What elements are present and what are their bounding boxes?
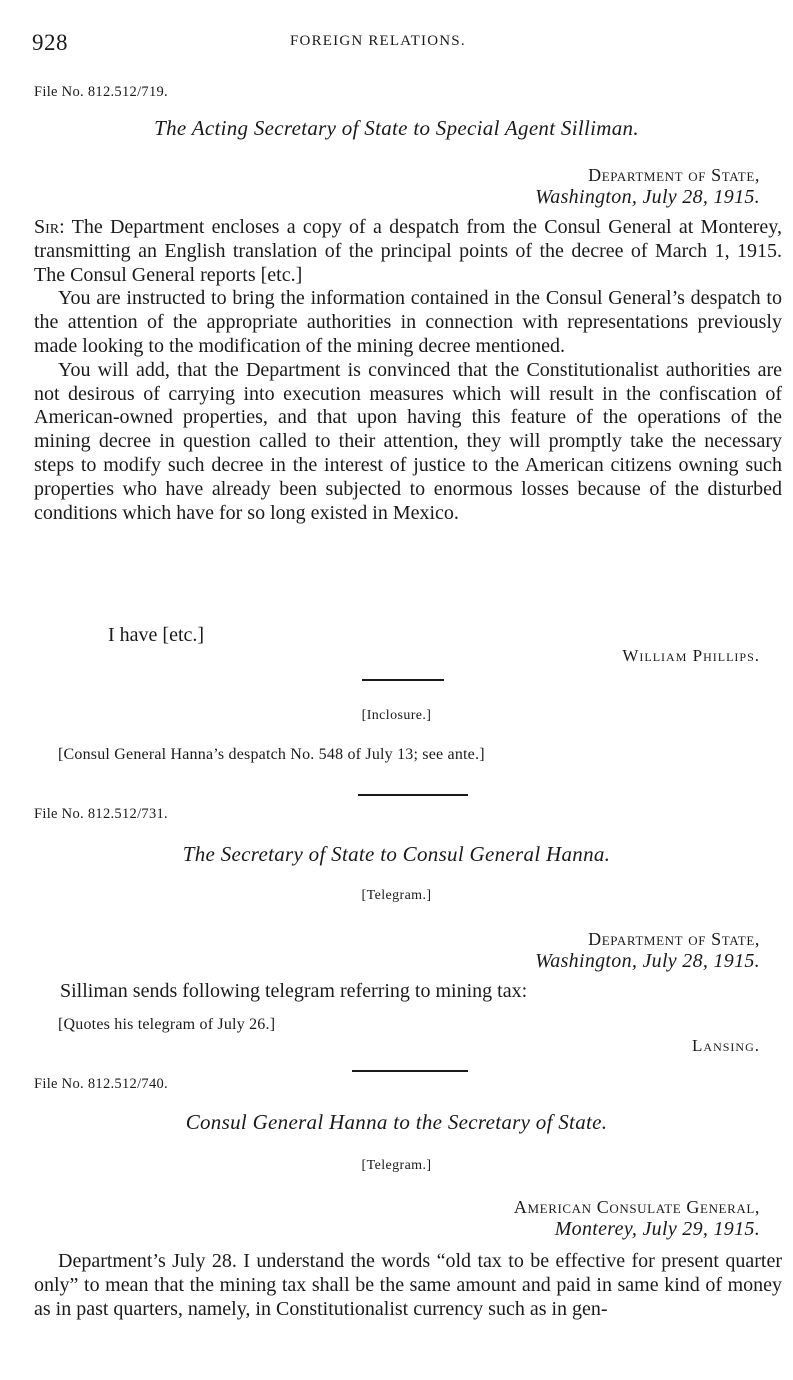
- section-divider-3: [352, 1070, 468, 1072]
- telegram-body-3: [34, 1250, 782, 1321]
- enclosure-note: [Consul General Hanna’s despatch No. 548 of July 13; see ante.]: [58, 746, 485, 763]
- dateline-2: [535, 928, 760, 972]
- dateline-3: [514, 1196, 760, 1240]
- telegram-label-3: [Telegram.]: [361, 1158, 432, 1173]
- letter-body-1: [34, 216, 782, 525]
- file-number-1: File No. 812.512/719.: [34, 84, 168, 100]
- telegram-label-2: [Telegram.]: [361, 888, 432, 903]
- running-head: FOREIGN RELATIONS.: [290, 33, 466, 49]
- dateline-1-place-date: Washington, July 28, 1915.: [535, 186, 760, 208]
- signature-2: Lansing.: [692, 1036, 760, 1055]
- paragraph-2: You are instructed to bring the information contained in the Consul General’s despatch to the attention of the appropriate authorities in connection with representations previously made looking to the modification of the mining decree mentioned.: [34, 287, 782, 357]
- paragraph-1-text: The Department encloses a copy of a despatch from the Consul General at Monterey, transmitting an English translation of the principal points of the decree of March 1, 1915. The Consul General reports [etc.]: [34, 216, 782, 286]
- salutation: Sir:: [34, 216, 65, 238]
- dateline-3-consulate: American Consulate General,: [513, 1197, 760, 1217]
- paragraph-3: You will add, that the Department is convinced that the Constitutionalist authorities are not desirous of carrying into execution measures which will result in the confiscation of American-owned properties, and that upon having this feature of the operations of the mining decree in question called to their attention, they will promptly take the necessary steps to modify such decree in the interest of justice to the American citizens owning such properties who have already been subjected to enormous losses because of the disturbed conditions which have for so long existed in Mexico.: [34, 358, 782, 524]
- dateline-1: [535, 164, 760, 208]
- section-divider-1: [362, 679, 444, 681]
- telegram-3-paragraph: Department’s July 28. I understand the words “old tax to be effective for present quarter only” to mean that the mining tax shall be the same amount and paid in same kind of money as in past quarters, namely, in Constitutionalist currency such as in gen-: [34, 1250, 782, 1320]
- document-heading-2: The Secretary of State to Consul General Hanna.: [182, 842, 611, 866]
- dateline-1-department: Department of State,: [588, 165, 760, 185]
- telegram-body-2: Silliman sends following telegram referring to mining tax:: [60, 980, 528, 1002]
- section-divider-2: [358, 794, 468, 796]
- signature-1: William Phillips.: [622, 646, 760, 665]
- document-heading-3: Consul General Hanna to the Secretary of State.: [185, 1110, 608, 1134]
- page-number: 928: [32, 30, 68, 55]
- file-number-3: File No. 812.512/740.: [34, 1076, 168, 1092]
- dateline-2-place-date: Washington, July 28, 1915.: [535, 950, 760, 972]
- closing-line: I have [etc.]: [108, 624, 205, 646]
- file-number-2: File No. 812.512/731.: [34, 806, 168, 822]
- paragraph-1: [34, 216, 782, 287]
- document-heading-1: The Acting Secretary of State to Special Agent Silliman.: [154, 116, 639, 140]
- quote-note: [Quotes his telegram of July 26.]: [58, 1016, 276, 1033]
- dateline-2-department: Department of State,: [588, 929, 760, 949]
- enclosure-label: [Inclosure.]: [361, 708, 432, 723]
- dateline-3-place-date: Monterey, July 29, 1915.: [554, 1218, 760, 1240]
